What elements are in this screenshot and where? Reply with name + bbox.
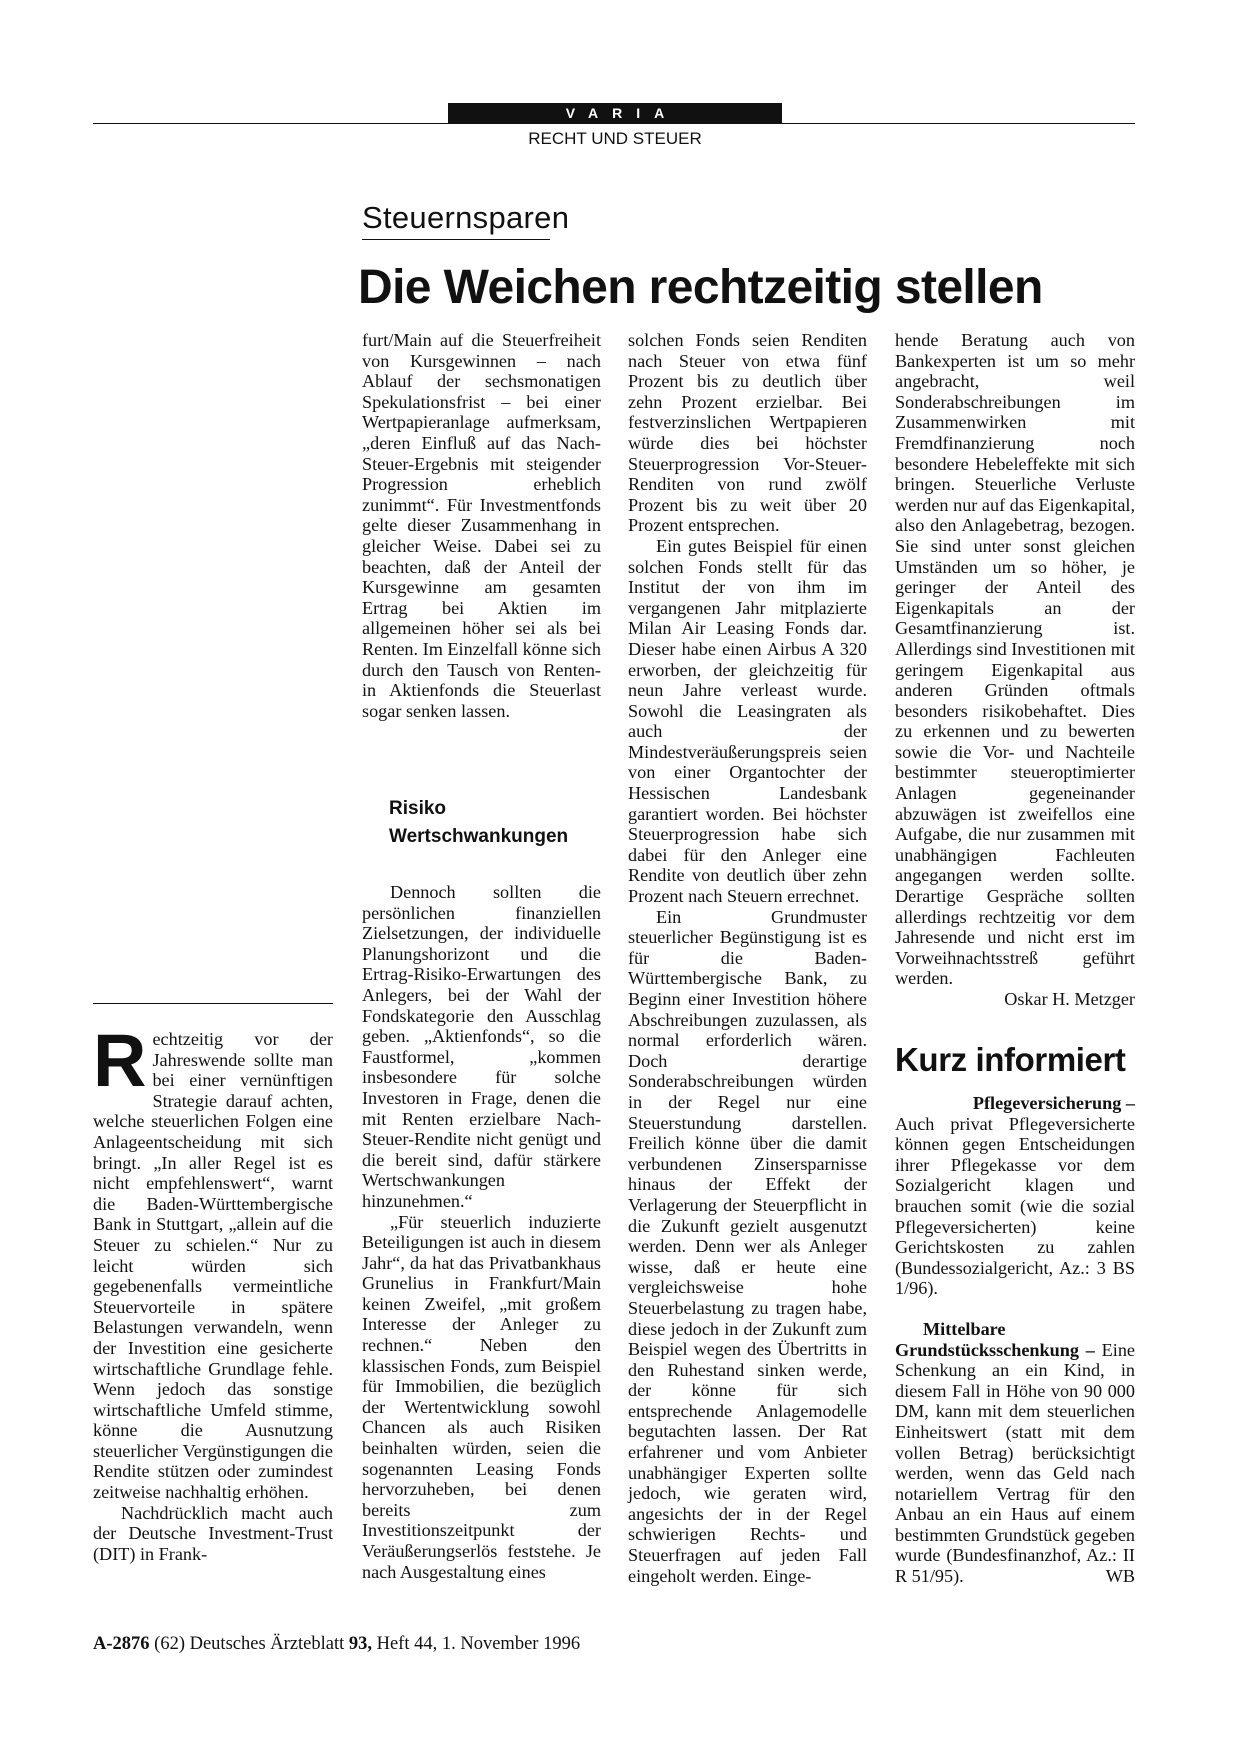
- intro-text: echtzeitig vor der Jahreswende sollte man bei einer vernünftigen Strategie darauf achten, welche steuerlichen Folgen eine Anlageentscheidung mit sich bringt. „In aller Regel ist es nicht empfehlenswert“, warnt die Baden-Württembergische Bank in Stuttgart, „allein auf die Steuer zu schielen.“ Nur zu leicht würden sich gegebenenfalls vermeintliche Steuervorteile in spätere Belastungen verwandeln, wenn der Investition eine gesicherte wirtschaftliche Grundlage fehle. Wenn jedoch das sonstige wirtschaftliche Umfeld stimme, könne die Ausnutzung steuerlicher Vergünstigungen die Rendite stützen oder zumindest zeitweise nachhaltig erhöhen.: [93, 1029, 333, 1503]
- article-subhead: Risiko Wertschwankungen: [389, 798, 569, 847]
- article-headline: Die Weichen rechtzeitig stellen: [358, 261, 1043, 314]
- article-column-3: [628, 330, 867, 1586]
- article-column-2-continued: [362, 882, 601, 1582]
- journal-issue: Heft 44, 1. November 1996: [376, 1634, 581, 1654]
- body-paragraph: solchen Fonds seien Renditen nach Steuer von etwa fünf Prozent bis zu deutlich über zehn Prozent erzielbar. Bei festverzinslichen Wertpapieren würde dies bei höchster Steuerprogression Vor-Steuer-Renditen von rund zwölf Prozent bis zu weit über 20 Prozent entsprechen.: [628, 330, 867, 536]
- article-column-4: [895, 330, 1135, 1010]
- kicker-underline: [362, 239, 550, 240]
- body-paragraph: Ein gutes Beispiel für einen solchen Fonds stellt für das Institut der von ihm im vergangenen Jahr mitplazierte Milan Air Leasing Fonds dar. Dieser habe einen Airbus A 320 erworben, der gleichzeitig für neun Jahre verleast wurde. Sowohl die Leasingraten als auch der Mindestveräußerungspreis seien von einer Organtochter der Hessischen Landesbank garantiert worden. Bei höchster Steuerprogression habe sich dabei für den Anleger eine Rendite von deutlich über zehn Prozent nach Steuern errechnet.: [628, 535, 867, 907]
- body-paragraph: „Für steuerlich induzierte Beteiligungen ist auch in diesem Jahr“, da hat das Privatbankhaus Grunelius in Frankfurt/Main keinen Zweifel, „mit großem Interesse der Anleger zu rechnen.“ Neben den klassischen Fonds, zum Beispiel für Immobilien, die bezüglich der Wertentwicklung sowohl Chancen als auch Risiken beinhalten würden, seien die sogenannten Leasing Fonds hervorzuheben, bei denen bereits zum Investitionszeitpunkt der Veräußerungserlös feststehe. Je nach Ausgestaltung eines: [362, 1211, 601, 1582]
- page-number: (62): [154, 1634, 185, 1654]
- kurz-item: [895, 1093, 1135, 1299]
- page-footer: [93, 1632, 580, 1656]
- kurz-column: [895, 1093, 1135, 1587]
- dropcap: R: [93, 1019, 147, 1102]
- kurz-item-head: Pflegeversicherung –: [972, 1093, 1135, 1113]
- body-paragraph: furt/Main auf die Steuerfreiheit von Kursgewinnen – nach Ablauf der sechsmonatigen Spekulationsfrist – bei einer Wertpapieranlage aufmerksam, „deren Einfluß auf das Nach-Steuer-Ergebnis mit steigender Progression erheblich zunimmt“. Für Investmentfonds gelte dieser Zusammenhang in gleicher Weise. Dabei sei zu beachten, daß der Anteil der Kursgewinne am gesamten Ertrag bei Aktien im allgemeinen höher sei als bei Renten. Im Einzelfall könne sich durch den Tausch von Renten- in Aktienfonds die Steuerlast sogar senken lassen.: [362, 330, 601, 721]
- kurz-item-body: Eine Schenkung an ein Kind, in diesem Fall in Höhe von 90 000 DM, kann mit dem steuerlichen Einheitswert (statt mit dem vollen Betrag) berücksichtigt werden, wenn das Geld nach notariellem Vertrag für den Anbau an ein Haus auf einem bestimmten Grundstück gegeben wurde (Bundesfinanzhof, Az.: II R 51/95).: [895, 1339, 1135, 1587]
- intro-paragraph: [93, 1019, 333, 1503]
- subsection-label: RECHT UND STEUER: [528, 129, 702, 148]
- kurz-item-head: Mittelbare Grundstücksschenkung –: [895, 1318, 1095, 1360]
- kurz-item: [895, 1319, 1135, 1587]
- journal-volume: 93,: [348, 1634, 372, 1654]
- kurz-item-sign: WB: [1105, 1566, 1135, 1587]
- article-kicker: Steuernsparen: [362, 200, 570, 235]
- author-name: Oskar H. Metzger: [1004, 989, 1135, 1009]
- header-rule: [93, 123, 1135, 124]
- column-rule: [93, 1003, 333, 1004]
- body-paragraph: hende Beratung auch von Bankexperten ist um so mehr angebracht, weil Sonderabschreibungen im Zusammenwirken mit Fremdfinanzierung noch besondere Hebeleffekte mit sich bringen. Steuerliche Verluste werden nur auf das Eigenkapital, also den Anlagebetrag, bezogen. Sie sind unter sonst gleichen Umständen um so höher, je geringer der Anteil des Eigenkapitals an der Gesamtfinanzierung ist. Allerdings sind Investitionen mit geringem Eigenkapital aus anderen Gründen oftmals besonders risikobehaftet. Dies zu erkennen und zu bewerten sowie die Vor- und Nachteile bestimmter steueroptimierter Anlagen gegeneinander abzuwägen ist zweifellos eine Aufgabe, die nur zusammen mit unabhängigen Fachleuten angegangen werden sollte. Derartige Gespräche sollten allerdings rechtzeitig vor dem Jahresende und nicht erst im Vorweihnachtsstreß geführt werden.: [895, 330, 1135, 989]
- author-line: [895, 989, 1135, 1010]
- article-column-2: [362, 330, 601, 721]
- page-code: A-2876: [93, 1634, 150, 1654]
- article-column-1: [93, 1019, 333, 1564]
- body-paragraph: Nachdrücklich macht auch der Deutsche Investment-Trust (DIT) in Frank-: [93, 1502, 333, 1564]
- journal-name: Deutsches Ärzteblatt: [189, 1634, 345, 1654]
- kurz-item-body: Auch privat Pflegeversicherte können gegen Entscheidungen ihrer Pflegekasse vor dem Sozialgericht klagen und brauchen somit (wie die sozial Pflegeversicherten) keine Gerichtskosten zu zahlen (Bundessozialgericht, Az.: 3 BS 1/96).: [895, 1113, 1135, 1299]
- body-paragraph: Ein Grundmuster steuerlicher Begünstigung ist es für die Baden-Württembergische Bank, zu Beginn einer Investition höhere Abschreibungen zuzulassen, als normal erforderlich wären. Doch derartige Sonderabschreibungen würden in der Regel nur eine Steuerstundung darstellen. Freilich könne über die damit verbundenen Zinsersparnisse hinaus der Effekt der Verlagerung der Steuerpflicht in die Zukunft gezielt ausgenutzt werden. Denn wer als Anleger wisse, daß er heute eine vergleichsweise hohe Steuerbelastung zu tragen habe, diese jedoch in der Zukunft zum Beispiel wegen des Übertritts in den Ruhestand sinken werde, der könne für sich entsprechende Anlagemodelle begutachten lassen. Der Rat erfahrener und vom Anbieter unabhängiger Experten sollte jedoch, wie geraten wird, angesichts der in der Regel schwierigen Rechts- und Steuerfragen auf jeden Fall eingeholt werden. Einge-: [628, 906, 867, 1586]
- kurz-title: Kurz informiert: [895, 1041, 1126, 1078]
- section-label: VARIA: [448, 103, 782, 123]
- body-paragraph: Dennoch sollten die persönlichen finanziellen Zielsetzungen, der individuelle Planungshorizont und die Ertrag-Risiko-Erwartungen des Anlegers, bei der Wahl der Fondskategorie den Ausschlag geben. „Aktienfonds“, so die Faustformel, „kommen insbesondere für solche Investoren in Frage, denen die mit Renten erzielbare Nach-Steuer-Rendite nicht genügt und die bereit sind, dafür stärkere Wertschwankungen hinzunehmen.“: [362, 882, 601, 1211]
